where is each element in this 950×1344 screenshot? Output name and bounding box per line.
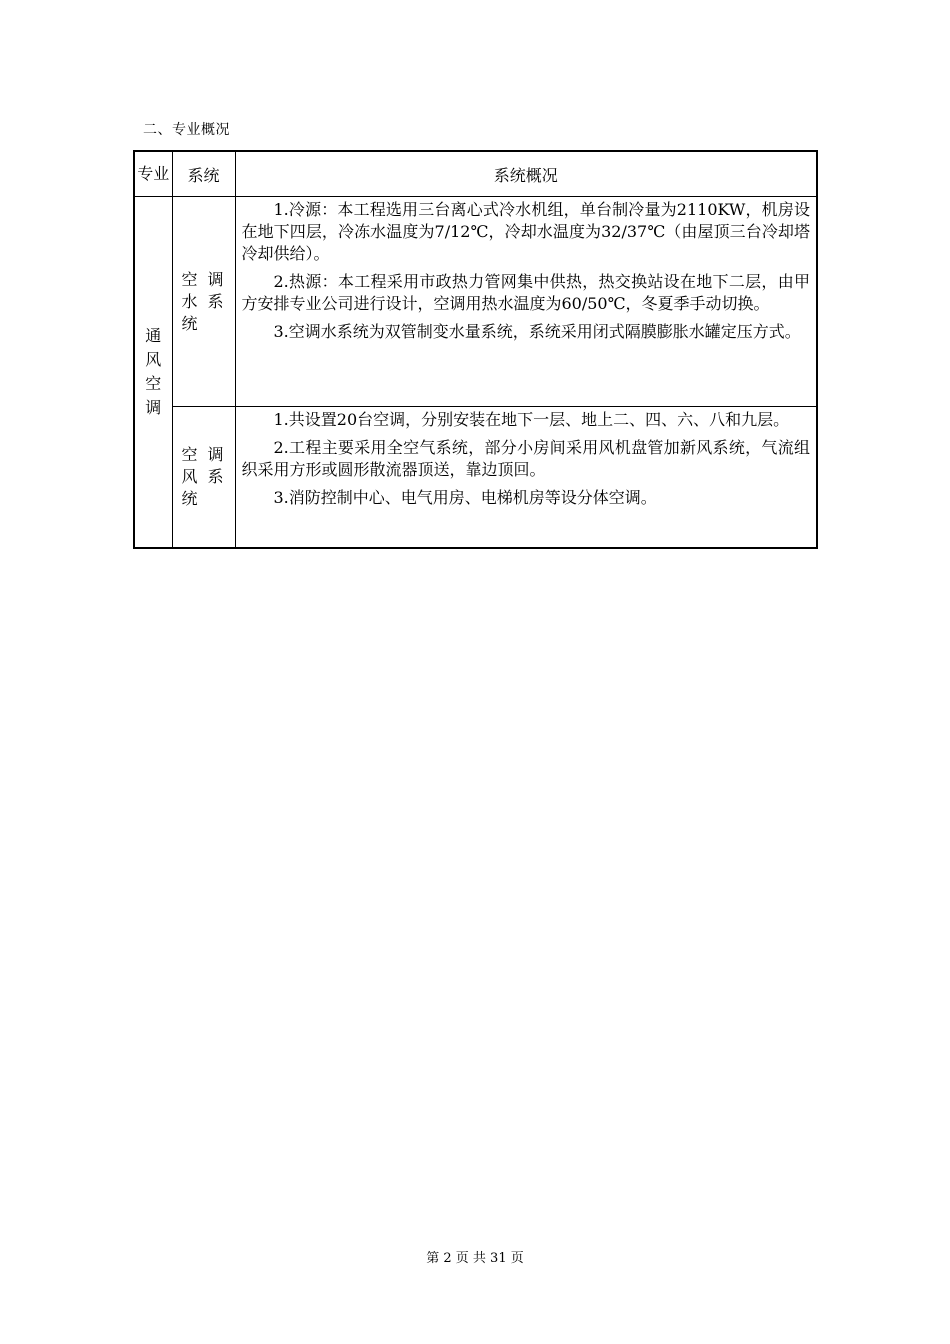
header-major: 专业 [134, 151, 172, 197]
major-label: 通风空调 [145, 326, 162, 417]
page-number: 第 2 页 共 31 页 [426, 1251, 524, 1266]
system-name-water: 空调水系统 [181, 269, 230, 333]
header-system: 系统 [172, 151, 235, 197]
overview-item: 3.空调水系统为双管制变水量系统，系统采用闭式隔膜膨胀水罐定压方式。 [273, 322, 801, 341]
system-cell-air [172, 407, 235, 549]
overview-item: 2.热源：本工程采用市政热力管网集中供热，热交换站设在地下二层，由甲方安排专业公司进行设计，空调用热水温度为60/50℃，冬夏季手动切换。 [241, 272, 810, 313]
table-row [134, 197, 817, 407]
major-cell [134, 197, 172, 549]
overview-item: 1.共设置20台空调，分别安装在地下一层、地上二、四、六、八和九层。 [273, 410, 790, 429]
section-title: 二、专业概况 [143, 122, 230, 138]
header-overview: 系统概况 [235, 151, 817, 197]
specialty-overview-table [133, 150, 818, 549]
overview-cell-air [235, 407, 817, 549]
overview-cell-water [235, 197, 817, 407]
overview-item: 3.消防控制中心、电气用房、电梯机房等设分体空调。 [273, 488, 657, 507]
table-row [134, 407, 817, 549]
overview-item: 1.冷源：本工程选用三台离心式冷水机组，单台制冷量为2110KW，机房设在地下四层，冷冻水温度为7/12℃，冷却水温度为32/37℃（由屋顶三台冷却塔冷却供给）。 [241, 200, 810, 263]
overview-item: 2.工程主要采用全空气系统，部分小房间采用风机盘管加新风系统，气流组织采用方形或圆形散流器顶送，靠边顶回。 [241, 438, 810, 479]
table-header-row [134, 151, 817, 197]
system-cell-water [172, 197, 235, 407]
system-name-air: 空调风系统 [181, 445, 230, 508]
